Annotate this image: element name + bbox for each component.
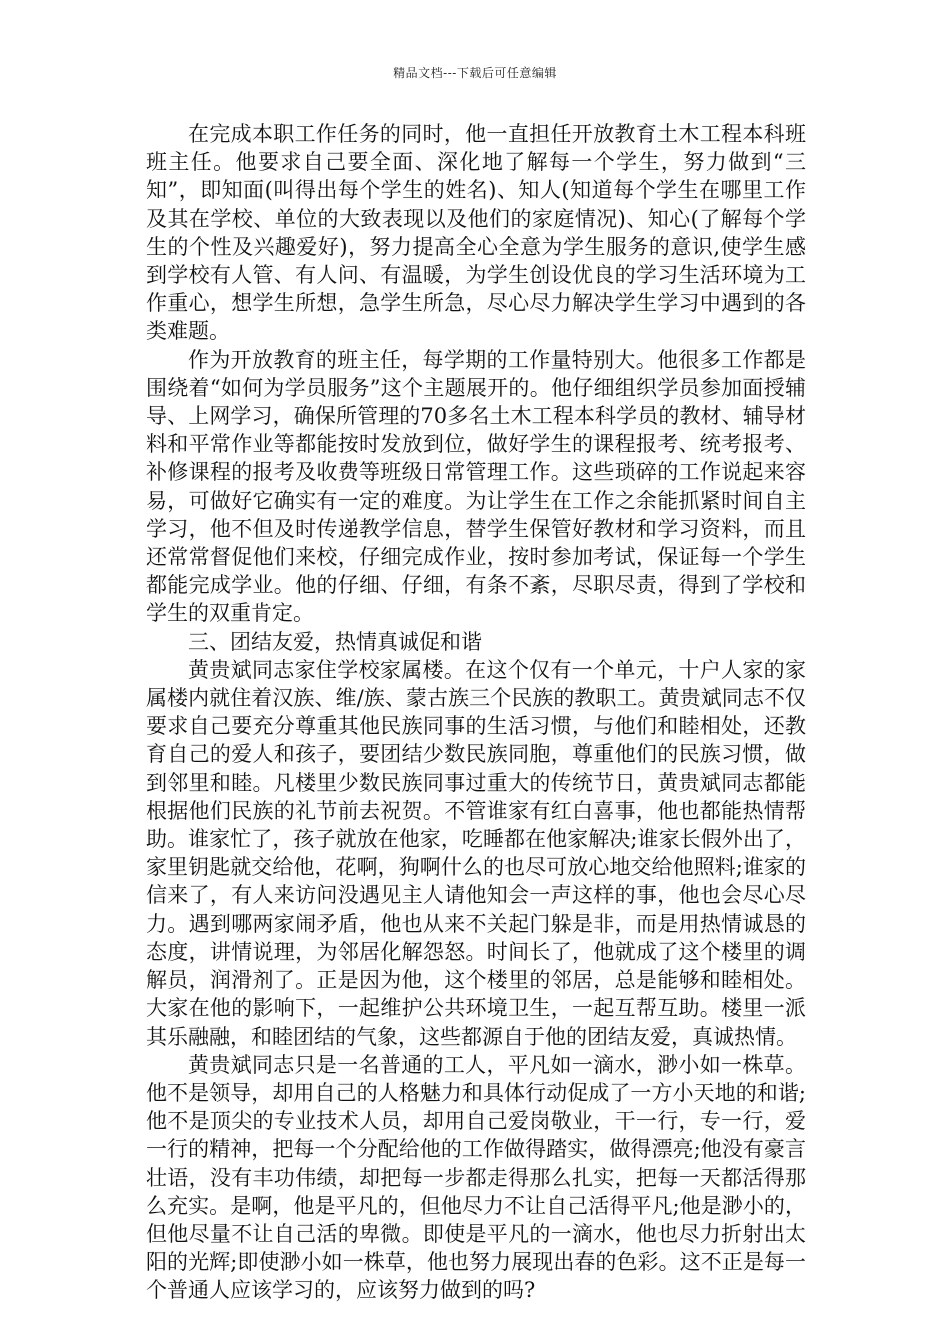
page-header: 精品文档---下载后可任意编辑 [393,66,557,80]
document-body [146,120,806,1305]
paragraph-neighbor-harmony: 黄贵斌同志家住学校家属楼。在这个仅有一个单元，十户人家的家属楼内就住着汉族、维/族、蒙古族三个民族的教职工。黄贵斌同志不仅要求自己要充分尊重其他民族同事的生活习惯，与他们和睦相处，还教育自己的爱人和孩子，要团结少数民族同胞，尊重他们的民族习惯，做到邻里和睦。凡楼里少数民族同事过重大的传统节日，黄贵斌同志都能根据他们民族的礼节前去祝贺。不管谁家有红白喜事，他也都能热情帮助。谁家忙了，孩子就放在他家，吃睡都在他家解决;谁家长假外出了，家里钥匙就交给他，花啊，狗啊什么的也尽可放心地交给他照料;谁家的信来了，有人来访问没遇见主人请他知会一声这样的事，他也会尽心尽力。遇到哪两家闹矛盾，他也从来不关起门躲是非，而是用热情诚恳的态度，讲情说理，为邻居化解怨怒。时间长了，他就成了这个楼里的调解员，润滑剂了。正是因为他，这个楼里的邻居，总是能够和睦相处。大家在他的影响下，一起维护公共环境卫生，一起互帮互助。楼里一派其乐融融，和睦团结的气象，这些都源自于他的团结友爱，真诚热情。 [146,657,806,1049]
paragraph-open-education-workload: 作为开放教育的班主任，每学期的工作量特别大。他很多工作都是围绕着“如何为学员服务”这个主题展开的。他仔细组织学员参加面授辅导、上网学习，确保所管理的70多名土木工程本科学员的教材、辅导材料和平常作业等都能按时发放到位，做好学生的课程报考、统考报考、补修课程的报考及收费等班级日常管理工作。这些琐碎的工作说起来容易，可做好它确实有一定的难度。为让学生在工作之余能抓紧时间自主学习，他不但及时传递教学信息，替学生保管好教材和学习资料，而且还常常督促他们来校，仔细完成作业，按时参加考试，保证每一个学生都能完成学业。他的仔细、仔细，有条不紊，尽职尽责，得到了学校和学生的双重肯定。 [146,347,806,626]
paragraph-conclusion: 黄贵斌同志只是一名普通的工人，平凡如一滴水，渺小如一株草。他不是领导，却用自己的人格魅力和具体行动促成了一方小天地的和谐;他不是顶尖的专业技术人员，却用自己爱岗敬业，干一行，专一行，爱一行的精神，把每一个分配给他的工作做得踏实，做得漂亮;他没有豪言壮语，没有丰功伟绩，却把每一步都走得那么扎实，把每一天都活得那么充实。是啊，他是平凡的，但他尽力不让自己活得平凡;他是渺小的，但他尽量不让自己活的卑微。即使是平凡的一滴水，他也尽力折射出太阳的光辉;即使渺小如一株草，他也努力展现出春的色彩。这不正是每一个普通人应该学习的，应该努力做到的吗? [146,1052,806,1303]
section-heading-unity: 三、团结友爱，热情真诚促和谐 [188,629,482,654]
paragraph-class-teacher-duties: 在完成本职工作任务的同时，他一直担任开放教育土木工程本科班班主任。他要求自己要全面、深化地了解每一个学生，努力做到“三知”，即知面(叫得出每个学生的姓名)、知人(知道每个学生在哪里工作及其在学校、单位的大致表现以及他们的家庭情况)、知心(了解每个学生的个性及兴趣爱好)，努力提高全心全意为学生服务的意识,使学生感到学校有人管、有人问、有温暖，为学生创设优良的学习生活环境为工作重心，想学生所想，急学生所急，尽心尽力解决学生学习中遇到的各类难题。 [146,122,806,344]
